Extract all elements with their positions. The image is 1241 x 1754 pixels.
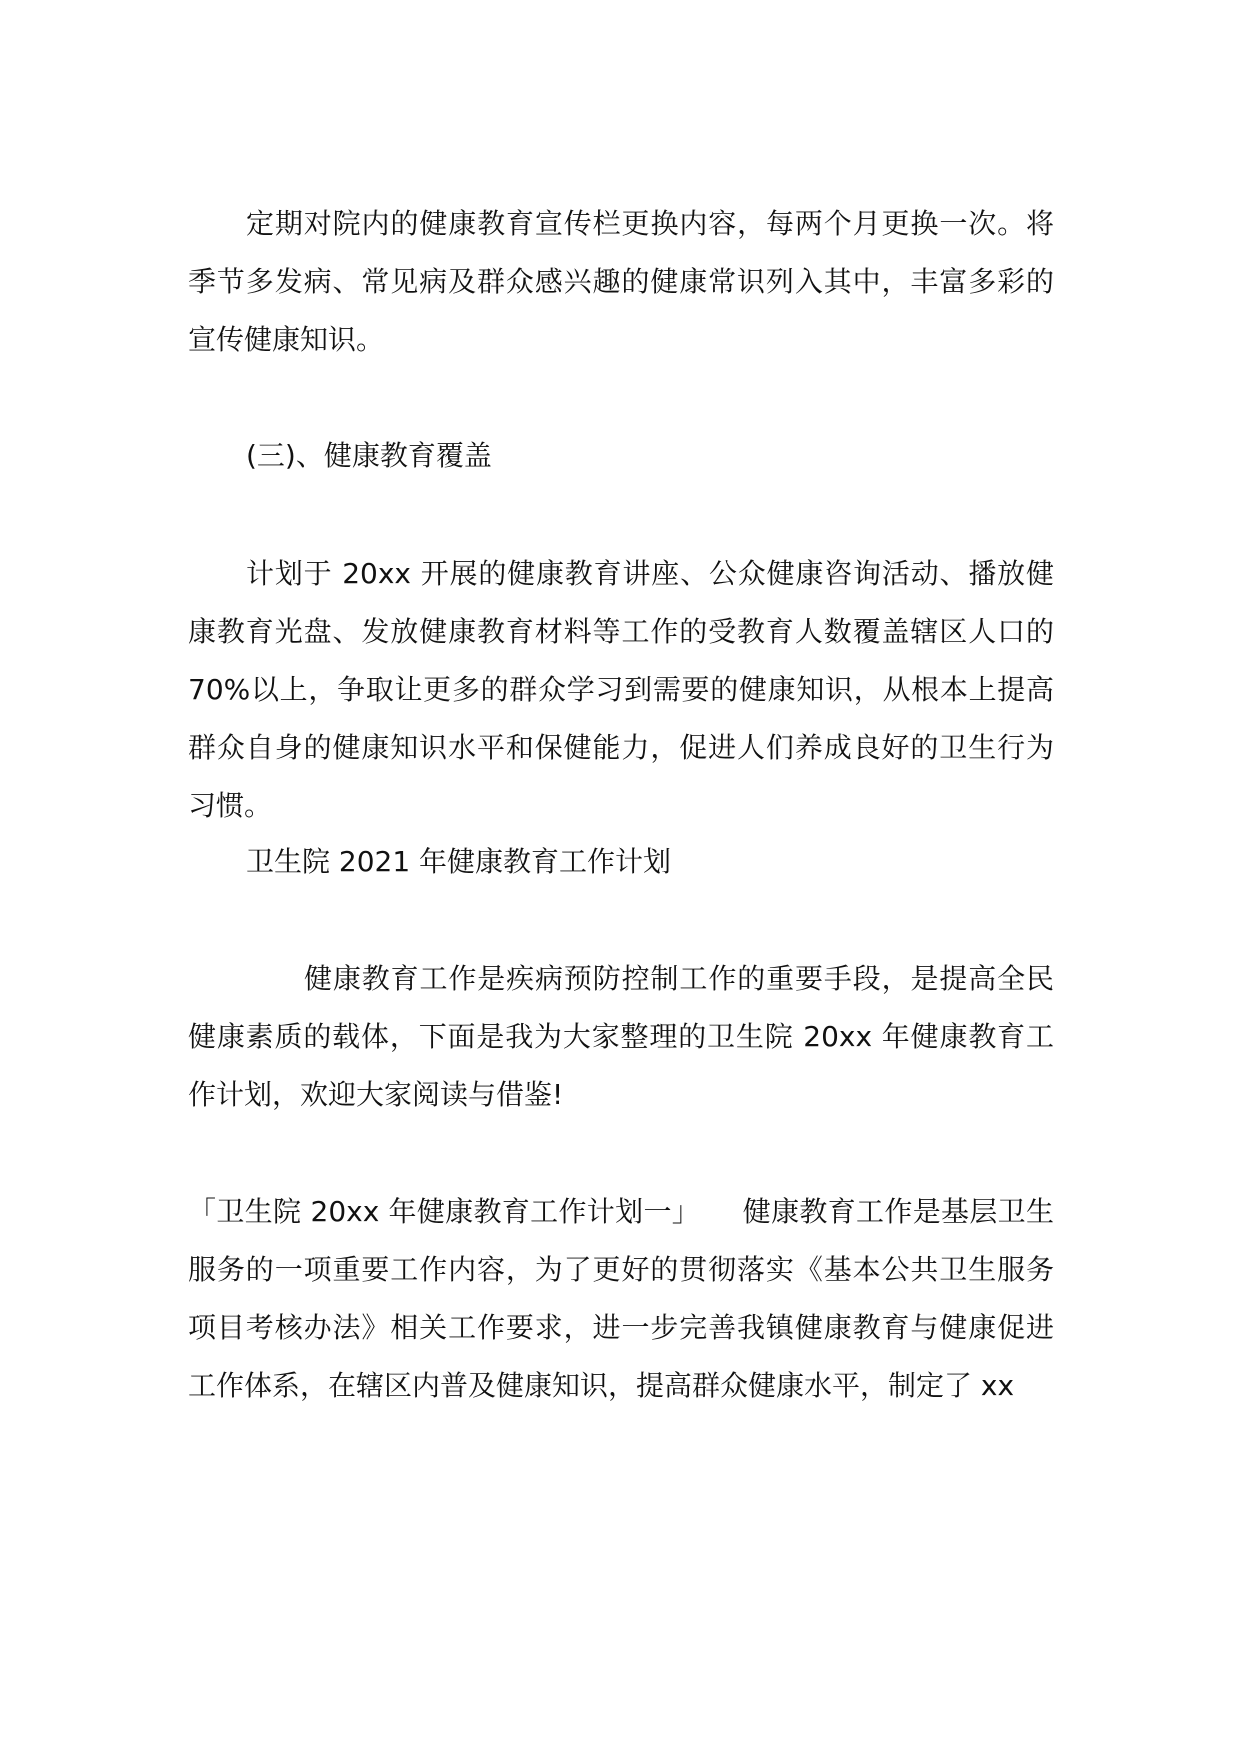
paragraph-plan-one: 「卫生院 20xx 年健康教育工作计划一」 健康教育工作是基层卫生服务的一项重要工作内容，为了更好的贯彻落实《基本公共卫生服务项目考核办法》相关工作要求，进一步完善我镇健康教育与健康促进工作体系，在辖区内普及健康知识，提高群众健康水平，制定了 xx xyxy=(188,1195,1054,1402)
paragraph-introduction: 健康教育工作是疾病预防控制工作的重要手段，是提高全民健康素质的载体，下面是我为大家整理的卫生院 20xx 年健康教育工作计划，欢迎大家阅读与借鉴! xyxy=(188,962,1054,1111)
section-heading-coverage: (三)、健康教育覆盖 xyxy=(246,439,492,472)
paragraph-bulletin-board: 定期对院内的健康教育宣传栏更换内容，每两个月更换一次。将季节多发病、常见病及群众感兴趣的健康常识列入其中，丰富多彩的宣传健康知识。 xyxy=(188,207,1054,356)
paragraph-coverage: 计划于 20xx 开展的健康教育讲座、公众健康咨询活动、播放健康教育光盘、发放健康教育材料等工作的受教育人数覆盖辖区人口的 70%以上，争取让更多的群众学习到需要的健康知识，从根本上提高群众自身的健康知识水平和保健能力，促进人们养成良好的卫生行为习惯。 xyxy=(188,557,1054,822)
document-title-line: 卫生院 2021 年健康教育工作计划 xyxy=(246,845,672,878)
